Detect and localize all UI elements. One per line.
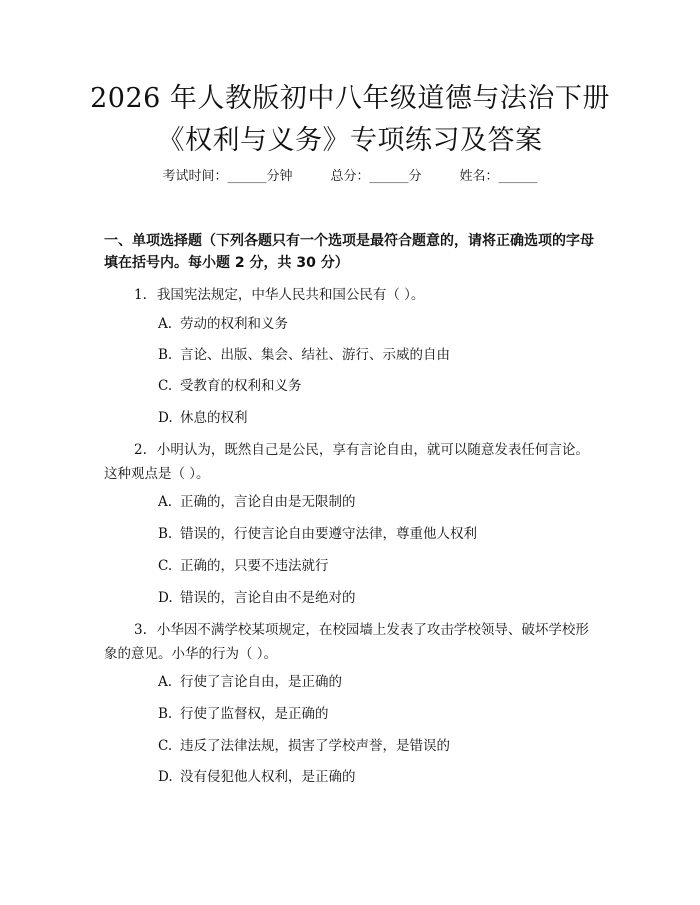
question-2-option-a — [158, 492, 356, 512]
option-letter: B. — [158, 526, 173, 542]
question-1-option-b — [158, 345, 450, 365]
option-text: 行使了言论自由，是正确的 — [180, 674, 342, 690]
option-text: 错误的，言论自由不是绝对的 — [180, 590, 356, 606]
question-2-option-b — [158, 524, 477, 544]
option-letter: A. — [158, 674, 173, 690]
question-text: 我国宪法规定，中华人民共和国公民有（ ）。 — [156, 287, 425, 303]
option-text: 行使了监督权，是正确的 — [180, 706, 329, 722]
option-text: 劳动的权利和义务 — [180, 316, 288, 332]
exam-time-field: 考试时间：______分钟 — [162, 169, 293, 184]
option-letter: D. — [158, 410, 173, 426]
question-number: 3. — [134, 622, 147, 638]
option-letter: D. — [158, 590, 173, 606]
option-letter: A. — [158, 494, 173, 510]
option-text: 正确的，言论自由是无限制的 — [180, 494, 356, 510]
option-text: 休息的权利 — [180, 410, 248, 426]
question-number: 1. — [134, 287, 147, 303]
question-1 — [104, 283, 598, 307]
option-text: 违反了法律法规，损害了学校声誉，是错误的 — [180, 738, 450, 754]
option-text: 没有侵犯他人权利，是正确的 — [180, 769, 356, 785]
document-title-line1: 2026 年人教版初中八年级道德与法治下册 — [90, 83, 610, 114]
option-letter: B. — [158, 706, 173, 722]
question-3-option-b — [158, 704, 329, 724]
total-score-field: 总分：______分 — [330, 169, 422, 184]
question-text: 小华因不满学校某项规定，在校园墙上发表了攻击学校领导、破坏学校形象的意见。小华的行为（ ）。 — [104, 622, 589, 662]
question-text: 小明认为，既然自己是公民，享有言论自由，就可以随意发表任何言论。这种观点是（ ）。 — [104, 442, 589, 482]
option-letter: B. — [158, 347, 173, 363]
question-2-option-c — [158, 556, 329, 576]
question-3-option-c — [158, 736, 450, 756]
question-1-option-d — [158, 408, 248, 428]
student-name-field: 姓名：______ — [459, 169, 538, 184]
question-1-option-c — [158, 376, 302, 396]
question-3-option-d — [158, 767, 356, 787]
document-title-line2: 《权利与义务》专项练习及答案 — [157, 125, 543, 156]
option-text: 言论、出版、集会、结社、游行、示威的自由 — [180, 347, 450, 363]
option-letter: A. — [158, 316, 173, 332]
option-text: 错误的，行使言论自由要遵守法律，尊重他人权利 — [180, 526, 477, 542]
option-letter: C. — [158, 738, 173, 754]
question-3-option-a — [158, 672, 342, 692]
question-3 — [104, 618, 598, 666]
section-heading-single-choice: 一、单项选择题（下列各题只有一个选项是最符合题意的，请将正确选项的字母填在括号内。每小题 2 分，共 30 分） — [104, 233, 594, 271]
exam-meta — [0, 170, 700, 183]
question-2-option-d — [158, 588, 356, 608]
question-number: 2. — [134, 442, 147, 458]
option-letter: C. — [158, 558, 173, 574]
option-text: 正确的，只要不违法就行 — [180, 558, 329, 574]
option-text: 受教育的权利和义务 — [180, 378, 302, 394]
question-2 — [104, 438, 598, 486]
option-letter: D. — [158, 769, 173, 785]
question-1-option-a — [158, 314, 288, 334]
option-letter: C. — [158, 378, 173, 394]
